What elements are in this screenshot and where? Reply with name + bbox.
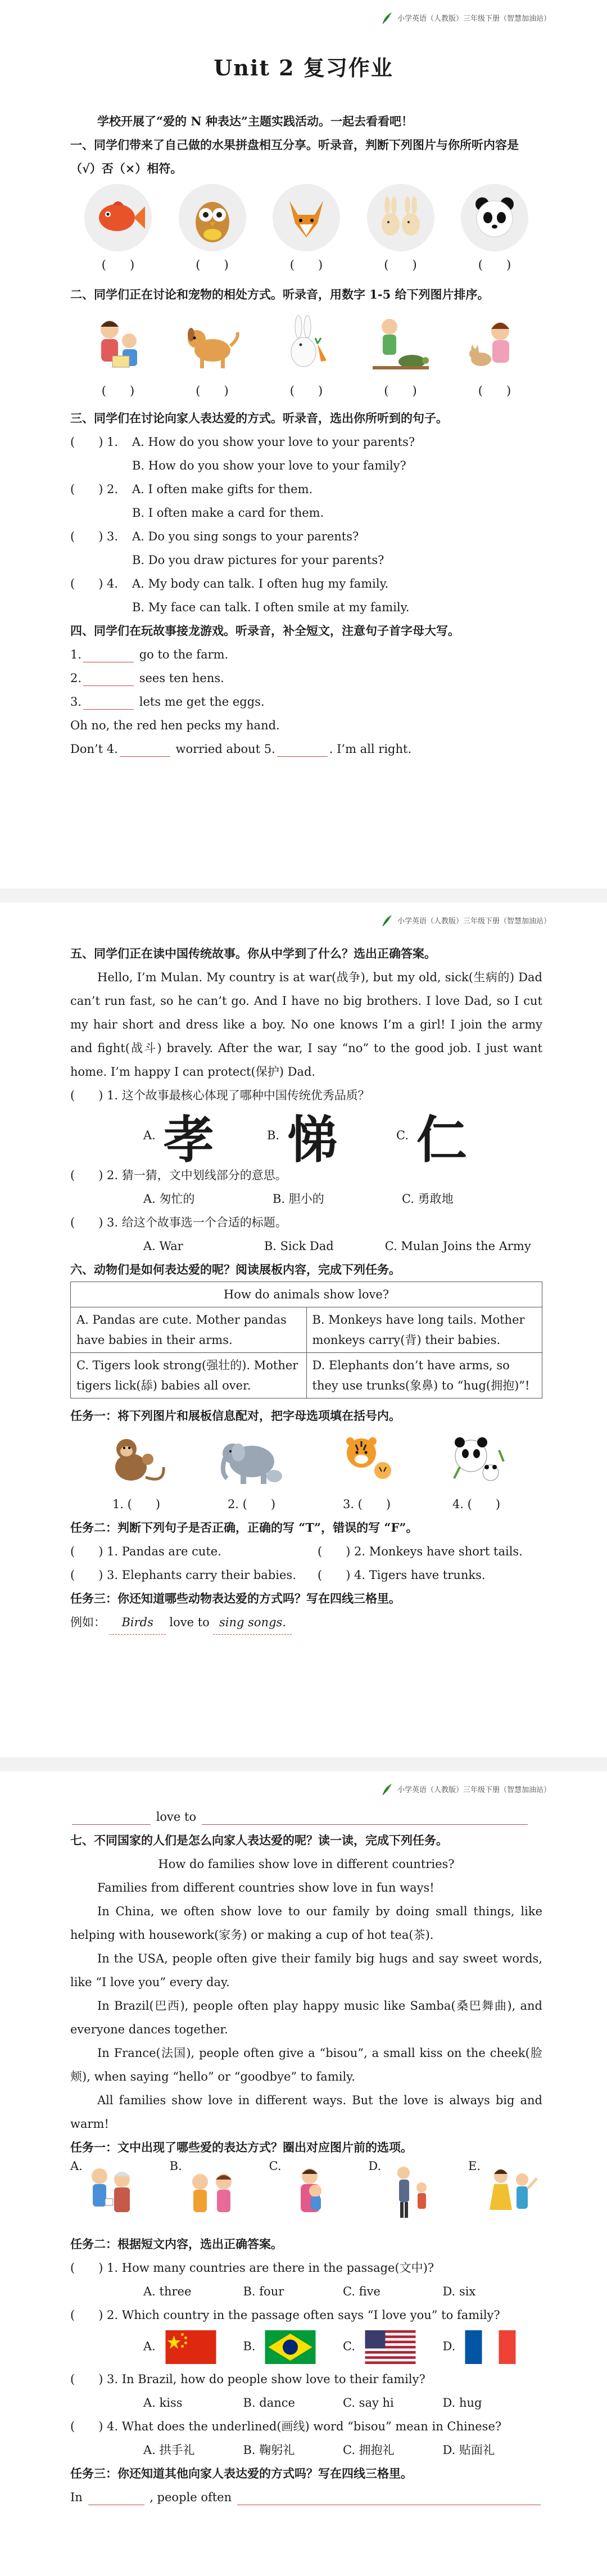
choice-option[interactable]: B. Do you draw pictures for your parents?	[132, 553, 384, 567]
passage-para: Families from different countries show love in fun ways!	[97, 1881, 434, 1894]
task2-title: 任务二：根据短文内容，选出正确答案。	[70, 2237, 283, 2251]
monkey-image	[103, 1428, 170, 1490]
story-line-4: Oh no, the red hen pecks my hand.	[70, 719, 280, 732]
image-item	[264, 310, 348, 399]
image-item	[359, 310, 443, 399]
q5-1[interactable]: ( ) 1. 这个故事最核心体现了哪种中国传统优秀品质？	[70, 1089, 370, 1102]
leaf-logo-icon	[380, 1781, 393, 1796]
answer-paren[interactable]: ( )	[289, 258, 323, 272]
fill-blank[interactable]	[88, 2492, 144, 2505]
q5-3[interactable]: ( ) 3. 给这个故事选一个合适的标题。	[70, 1216, 287, 1229]
q5-2[interactable]: ( ) 2. 猜一猜，文中划线部分的意思。	[70, 1169, 287, 1182]
board-cell-b: B. Monkeys have long tails. Mother monkeys carry(背) their babies.	[306, 1307, 542, 1353]
choice-option[interactable]: B. I often make a card for them.	[132, 506, 324, 520]
image-item	[264, 184, 348, 273]
girl-cat-image	[461, 310, 528, 377]
option-c[interactable]: C. 仁	[396, 1110, 467, 1170]
write-line: love to	[70, 1805, 542, 1829]
page3-content	[70, 1805, 542, 2509]
choice-option[interactable]: B. My face can talk. I often smile at my family.	[132, 601, 410, 614]
story-line-2: 2. sees ten hens.	[70, 671, 224, 685]
section-1-question: 一、同学们带来了自己做的水果拼盘相互分享。听录音，判断下列图片与你所听内容是（√）否（×）相符。	[70, 138, 519, 175]
q7-1[interactable]: ( ) 1. How many countries are there in the passage(文中)?	[70, 2261, 434, 2275]
image-item	[452, 184, 537, 273]
fill-blank[interactable]	[277, 743, 328, 757]
fill-blank[interactable]	[237, 2492, 541, 2505]
section-6-question: 六、动物们是如何表达爱的呢？阅读展板内容，完成下列任务。	[70, 1262, 401, 1276]
bunny-carrot-image	[273, 310, 340, 377]
task2-row-1: ( ) 1. Pandas are cute. ( ) 2. Monkeys have short tails.	[70, 1545, 523, 1558]
q5-2-options: A. 匆忙的 B. 胆小的 C. 勇敢地	[143, 1192, 454, 1206]
option-d[interactable]: D.	[368, 2159, 443, 2227]
task1-title: 任务一：将下列图片和展板信息配对，把字母选项填在括号内。	[70, 1409, 401, 1423]
tiger-image	[333, 1428, 401, 1490]
example-line: 例如： Birds love to sing songs.	[70, 1610, 542, 1635]
fill-blank[interactable]	[83, 696, 134, 710]
page1-content	[70, 110, 542, 761]
france-flag-icon	[464, 2330, 517, 2364]
goldfish-image	[84, 184, 152, 251]
q7-1-options: A. three B. four C. five D. six	[143, 2285, 476, 2298]
q5-1-options	[70, 1107, 542, 1170]
section-7-question: 七、不同国家的人们是怎么向家人表达爱的呢？读一读，完成下列任务。	[70, 1833, 448, 1847]
answer-paren[interactable]: ( )	[384, 258, 417, 272]
q7-4-options: A. 拱手礼 B. 鞠躬礼 C. 拥抱礼 D. 贴面礼	[143, 2443, 495, 2457]
owl-image	[179, 184, 246, 251]
walking-family-image	[381, 2159, 443, 2227]
image-item: 2. ( )	[212, 1428, 291, 1516]
write-line: In , people often	[70, 2485, 542, 2509]
answer-paren[interactable]: ( )	[478, 258, 511, 272]
image-item: 3. ( )	[333, 1428, 401, 1516]
answer-paren[interactable]: ( )	[384, 384, 417, 398]
passage-para: In the USA, people often give their family big hugs and say sweet words, like “I love you” every day.	[70, 1952, 542, 1989]
rabbits-image	[367, 184, 434, 251]
panda-image	[461, 184, 528, 251]
passage-para: In France(法国), people often give a “bisou”, a small kiss on the cheek(脸颊), when saying “hello” or “goodbye” to family.	[70, 2046, 542, 2083]
reading-kids-image	[84, 310, 152, 377]
brazil-flag-icon	[264, 2330, 317, 2364]
mulan-passage: Hello, I’m Mulan. My country is at war(战争), but my old, sick(生病的) Dad can’t run fast, so he can’t go. And I have no big brothers. I love Dad, so I cut my hair short and dress like a boy. No one knows I’m a girl! I join the army and fight(战斗) bravely. After the war, I say “no” to the good job. I just want home. I’m happy I can protect(保护) Dad.	[70, 971, 542, 1079]
option-c[interactable]: C.	[343, 2330, 443, 2364]
task3-title: 任务三：你还知道哪些动物表达爱的方式吗？写在四线三格里。	[70, 1591, 401, 1605]
story-line-3: 3. lets me get the eggs.	[70, 695, 265, 709]
page-header: 小学英语（人教版）三年级下册（智慧加油站）	[380, 913, 551, 927]
image-item	[76, 310, 160, 399]
section-2-question: 二、同学们正在讨论和宠物的相处方式。听录音，用数字 1-5 给下列图片排序。	[70, 287, 490, 301]
q7-2[interactable]: ( ) 2. Which country in the passage often says “I love you” to family?	[70, 2308, 500, 2322]
page-header: 小学英语（人教版）三年级下册（智慧加油站）	[380, 1781, 551, 1796]
passage-para: In Brazil(巴西), people often play happy music like Samba(桑巴舞曲), and everyone dances together.	[70, 1999, 542, 2036]
task1-options	[70, 2159, 542, 2232]
china-flag-icon	[164, 2330, 218, 2364]
dancing-image	[481, 2159, 542, 2227]
option-b[interactable]: B. 悌	[267, 1110, 338, 1170]
option-b[interactable]: B.	[170, 2159, 244, 2227]
hug-image	[282, 2159, 343, 2227]
family-tea-image	[83, 2159, 144, 2227]
fill-blank[interactable]	[72, 1811, 151, 1825]
elephant-image	[212, 1428, 291, 1490]
option-c[interactable]: C.	[269, 2159, 343, 2227]
answer-paren[interactable]: ( )	[289, 384, 323, 398]
story-line-5: Don’t 4. worried about 5. . I’m all right.	[70, 742, 412, 756]
leaf-logo-icon	[380, 913, 393, 927]
fill-blank[interactable]	[120, 743, 170, 757]
image-item: 4. ( )	[443, 1428, 510, 1516]
answer-paren[interactable]: ( )	[101, 258, 135, 272]
page-header: 小学英语（人教版）三年级下册（智慧加油站）	[380, 10, 551, 25]
story-line-1: 1. go to the farm.	[70, 648, 229, 661]
intro-text: 学校开展了“爱的 N 种表达”主题实践活动。一起去看看吧！	[97, 114, 413, 128]
board-title: How do animals show love?	[71, 1282, 542, 1307]
option-a[interactable]: A. 孝	[143, 1110, 214, 1170]
choice-item: ( ) 3. A. Do you sing songs to your parents?	[70, 530, 359, 543]
board-cell-c: C. Tigers look strong(强壮的). Mother tigers lick(舔) babies all over.	[71, 1353, 307, 1398]
board-cell-d: D. Elephants don’t have arms, so they use trunks(象鼻) to “hug(拥抱)”!	[306, 1353, 542, 1398]
dog-image	[179, 310, 246, 377]
q7-3[interactable]: ( ) 3. In Brazil, how do people show love to their family?	[70, 2372, 425, 2386]
task3-title: 任务三：你还知道其他向家人表达爱的方式吗？写在四线三格里。	[70, 2466, 413, 2480]
image-item	[170, 310, 255, 399]
option-a[interactable]: A.	[70, 2159, 144, 2227]
kids-talking-image	[182, 2159, 244, 2227]
answer-paren[interactable]: ( )	[196, 384, 229, 398]
answer-paren[interactable]: ( )	[196, 258, 229, 272]
task2-row-2: ( ) 3. Elephants carry their babies. ( ) 4. Tigers have trunks.	[70, 1568, 486, 1582]
image-item	[170, 184, 255, 273]
section-3-items	[70, 430, 542, 619]
fill-blank[interactable]	[202, 1811, 528, 1825]
choice-item: ( ) 4. A. My body can talk. I often hug my family.	[70, 577, 389, 590]
board-cell-a: A. Pandas are cute. Mother pandas have babies in their arms.	[71, 1307, 307, 1353]
page-title: Unit 2 复习作业	[214, 55, 393, 80]
choice-option[interactable]: B. How do you show your love to your family?	[132, 459, 406, 472]
task1-images	[70, 1428, 542, 1516]
fill-blank[interactable]	[83, 649, 134, 662]
answer-paren[interactable]: ( )	[101, 384, 135, 398]
page-1	[0, 0, 607, 888]
leaf-logo-icon	[380, 10, 393, 25]
image-item	[452, 310, 537, 399]
page2-content	[70, 942, 542, 1635]
q7-4[interactable]: ( ) 4. What does the underlined(画线) word “bisou” mean in Chinese?	[70, 2420, 502, 2433]
image-item	[76, 184, 160, 273]
fill-blank[interactable]	[83, 673, 134, 686]
option-b[interactable]: B.	[243, 2330, 343, 2364]
answer-paren[interactable]: ( )	[478, 384, 511, 398]
image-item	[359, 184, 443, 273]
choice-item: ( ) 1. A. How do you show your love to your parents?	[70, 435, 415, 449]
passage-para: In China, we often show love to our family by doing small things, like helping with housework(家务) or making a cup of hot tea(茶).	[70, 1905, 542, 1942]
q5-3-options: A. War B. Sick Dad C. Mulan Joins the Army	[143, 1239, 531, 1253]
q7-3-options: A. kiss B. dance C. say hi D. hug	[143, 2396, 482, 2410]
passage-para: All families show love in different ways. But the love is always big and warm!	[70, 2094, 542, 2131]
choice-item: ( ) 2. A. I often make gifts for them.	[70, 482, 313, 496]
section-5-question: 五、同学们正在读中国传统故事。你从中学到了什么？选出正确答案。	[70, 946, 436, 960]
q7-2-options	[70, 2327, 542, 2367]
task2-title: 任务二：判断下列句子是否正确，正确的写 “T”，错误的写 “F”。	[70, 1521, 418, 1535]
passage-title: How do families show love in different countries?	[158, 1857, 455, 1871]
section-4-question: 四、同学们在玩故事接龙游戏。听录音，补全短文，注意句子首字母大写。	[70, 624, 460, 638]
option-d[interactable]: D.	[443, 2330, 543, 2364]
panda-with-cub-image	[443, 1428, 510, 1490]
feeding-turtle-image	[367, 310, 434, 377]
usa-flag-icon	[364, 2330, 417, 2364]
section-1-images	[70, 184, 542, 273]
section-3-question: 三、同学们在讨论向家人表达爱的方式。听录音，选出你所听到的句子。	[70, 411, 448, 425]
task1-title: 任务一：文中出现了哪些爱的表达方式？圈出对应图片前的选项。	[70, 2140, 413, 2154]
option-a[interactable]: A.	[143, 2330, 243, 2364]
page-2	[0, 903, 607, 1757]
fox-image	[273, 184, 340, 251]
option-e[interactable]: E.	[468, 2159, 542, 2227]
section-2-images	[70, 310, 542, 399]
image-item: 1. ( )	[103, 1428, 170, 1516]
page-3	[0, 1771, 607, 2576]
animals-board	[70, 1282, 542, 1398]
